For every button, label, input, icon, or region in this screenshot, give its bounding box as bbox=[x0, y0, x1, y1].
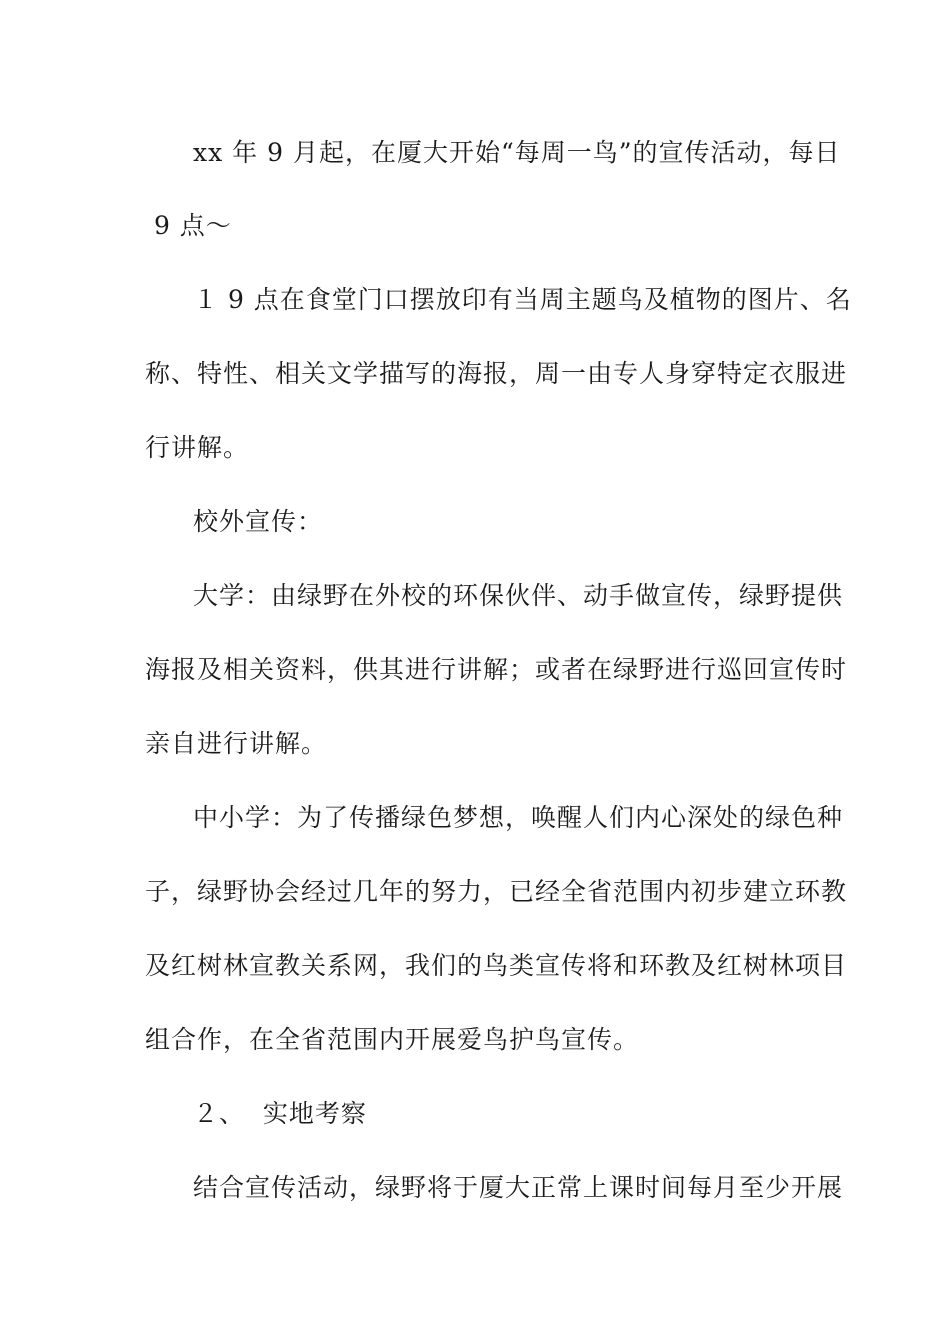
paragraph-line: 结合宣传活动，绿野将于厦大正常上课时间每月至少开展 bbox=[193, 1173, 844, 1202]
paragraph-line: 及红树林宣教关系网，我们的鸟类宣传将和环教及红树林项目 bbox=[145, 951, 848, 980]
paragraph-line: 海报及相关资料，供其进行讲解；或者在绿野进行巡回宣传时 bbox=[145, 655, 848, 684]
paragraph-line: 中小学：为了传播绿色梦想，唤醒人们内心深处的绿色种 bbox=[193, 803, 844, 832]
paragraph-line: １ 9 点在食堂门口摆放印有当周主题鸟及植物的图片、名 bbox=[193, 285, 852, 314]
paragraph-line: xx 年 9 月起，在厦大开始“每周一鸟”的宣传活动，每日 bbox=[193, 138, 841, 167]
paragraph-line: 组合作，在全省范围内开展爱鸟护鸟宣传。 bbox=[145, 1025, 640, 1054]
paragraph-line: 行讲解。 bbox=[145, 433, 250, 462]
section-heading: ２、 实地考察 bbox=[193, 1099, 367, 1128]
paragraph-line: 亲自进行讲解。 bbox=[145, 729, 328, 758]
paragraph-line: 称、特性、相关文学描写的海报，周一由专人身穿特定衣服进 bbox=[145, 359, 848, 388]
paragraph-line: 子，绿野协会经过几年的努力，已经全省范围内初步建立环教 bbox=[145, 877, 848, 906]
paragraph-line: 9 点～ bbox=[145, 211, 232, 240]
paragraph-line: 大学：由绿野在外校的环保伙伴、动手做宣传，绿野提供 bbox=[193, 581, 844, 610]
section-heading: 校外宣传： bbox=[193, 507, 324, 536]
